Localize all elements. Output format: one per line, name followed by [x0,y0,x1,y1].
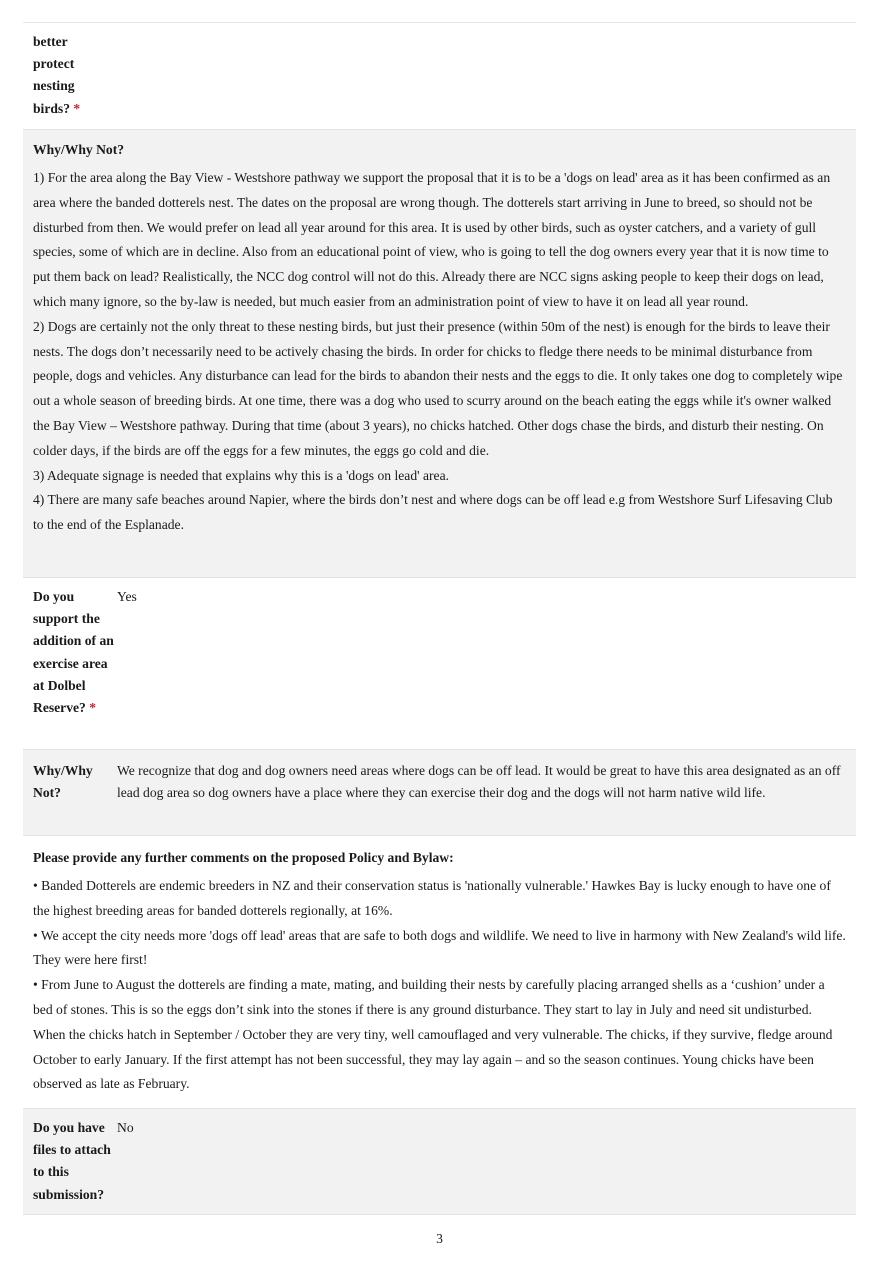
files-answer: No [117,1120,134,1135]
further-comments-block [23,836,856,1109]
dolbel-question-row [23,578,856,750]
required-marker: * [89,700,97,716]
required-marker: * [70,100,81,116]
files-question-label: Do you have files to attach to this submission? [33,1120,111,1202]
why-why-not-title-1: Why/Why Not? [33,142,125,157]
why-why-not-block-1 [23,130,856,578]
dolbel-question-label: Do you support the addition of an exercise area at Dolbel Reserve? * [33,589,114,716]
why-why-not-row-2 [23,750,856,836]
dolbel-answer: Yes [117,589,137,604]
why-paragraph-2: 2) Dogs are certainly not the only threat to these nesting birds, but just their presence (within 50m of the nest) is enough for the birds to leave their nests. The dogs don’t necessarily need to be actively chasing the birds. In order for chicks to fledge there needs to be minimal disturbance from people, dogs and vehicles. Any disturbance can lead for the birds to abandon their nests and the eggs to die. It only takes one dog to completely wipe out a whole season of breeding birds. At one time, there was a dog who used to scurry around on the beach eating the eggs while it's owner walked the Bay View – Westshore pathway. During that time (about 3 years), no chicks hatched. Other dogs chase the birds, and disturb their nesting. On colder days, if the birds are off the eggs for a few minutes, the eggs go cold and die. [33,318,843,458]
further-comments-title: Please provide any further comments on the proposed Policy and Bylaw: [33,850,454,865]
further-comment-1: • Banded Dotterels are endemic breeders in NZ and their conservation status is 'nationally vulnerable.' Hawkes Bay is lucky enough to have one of the highest breeding areas for banded dotterels regionally, at 16%. [33,878,831,918]
why-why-not-answer-2: We recognize that dog and dog owners need areas where dogs can be off lead. It would be great to have this area designated as an off lead dog area so dog owners have a place where they can exercise their dog and the dogs will not harm native wild life. [117,763,841,801]
why-paragraph-1: 1) For the area along the Bay View - Westshore pathway we support the proposal that it is to be a 'dogs on lead' area as it has been confirmed as an area where the banded dotterels nest. The dates on the proposal are wrong though. The dotterels start arriving in June to breed, so should not be disturbed from then. We would prefer on lead all year around for this area. It is used by other birds, such as oyster catchers, and a variety of gull species, some of which are in decline. Also from an educational point of view, who is going to tell the dog owners every year that it is now time to put them back on lead? Realistically, the NCC dog control will not do this. Already there are NCC signs asking people to keep their dogs on lead, which many ignore, so the by-law is needed, but much easier from an administration point of view to have it on lead all year round. [33,170,831,309]
further-comment-3: • From June to August the dotterels are finding a mate, mating, and building their nests by carefully placing arranged shells as a ‘cushion’ under a bed of stones. This is so the eggs don’t sink into the stones if there is any ground disturbance. They start to lay in July and need sit undisturbed. When the chicks hatch in September / October they are very tiny, well camouflaged and very vulnerable. The chicks, if they survive, fledge around October to early January. If the first attempt has not been successful, they may lay again – and so the season continues. Young chicks have been observed as late as February. [33,977,833,1092]
nesting-birds-question-row [23,23,856,130]
further-comment-2: • We accept the city needs more 'dogs off lead' areas that are safe to both dogs and wildlife. We need to live in harmony with New Zealand's wild life. They were here first! [33,927,846,968]
files-question-row [23,1109,856,1215]
submission-form-page [23,22,856,1215]
why-paragraph-3: 3) Adequate signage is needed that explains why this is a 'dogs on lead' area. [33,467,449,483]
nesting-birds-question-label: better protect nesting birds? * [33,34,81,116]
why-why-not-label-2: Why/Why Not? [33,763,93,801]
page-number: 3 [436,1231,443,1246]
why-paragraph-4: 4) There are many safe beaches around Napier, where the birds don’t nest and where dogs can be off lead e.g from Westshore Surf Lifesaving Club to the end of the Esplanade. [33,492,833,533]
